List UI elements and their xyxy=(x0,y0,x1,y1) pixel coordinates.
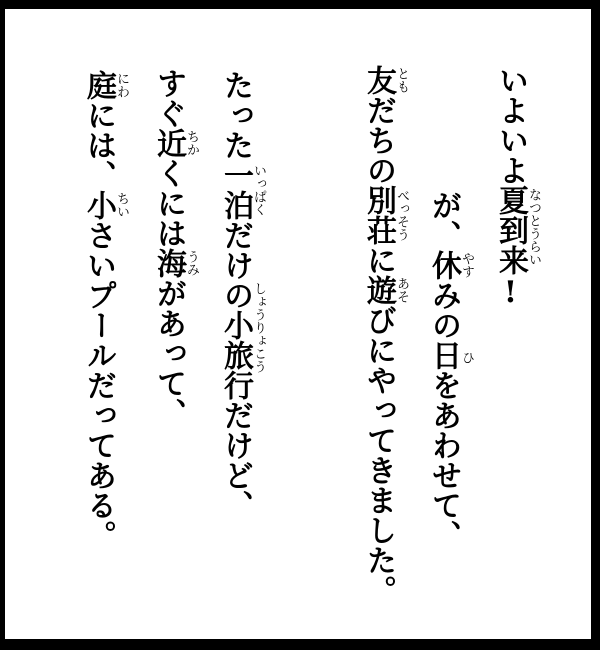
furigana: やす xyxy=(459,252,474,278)
text-line: すぐ近くには海があって、 xyxy=(151,68,186,428)
furigana: あそ xyxy=(394,277,409,303)
furigana: とも xyxy=(394,67,409,93)
furigana: しょうりょこう xyxy=(251,282,266,373)
text-line: が、休みの日をあわせて、 xyxy=(426,190,461,550)
furigana: ちい xyxy=(114,192,129,218)
text-line: いよいよ夏到来! xyxy=(493,65,528,310)
text-line: 庭には、小さいプールだってある。 xyxy=(81,70,116,550)
furigana: うみ xyxy=(184,250,199,276)
furigana: なつとうらい xyxy=(526,188,541,266)
furigana: ひ xyxy=(459,351,474,364)
furigana: いっぱく xyxy=(251,164,266,216)
text-line: たった一泊だけの小旅行だけど、 xyxy=(218,70,253,520)
furigana: にわ xyxy=(114,72,129,98)
furigana: べっそう xyxy=(394,189,409,241)
text-line: 友だちの別荘に遊びにやってきました。 xyxy=(361,65,396,605)
furigana: ちか xyxy=(184,130,199,156)
